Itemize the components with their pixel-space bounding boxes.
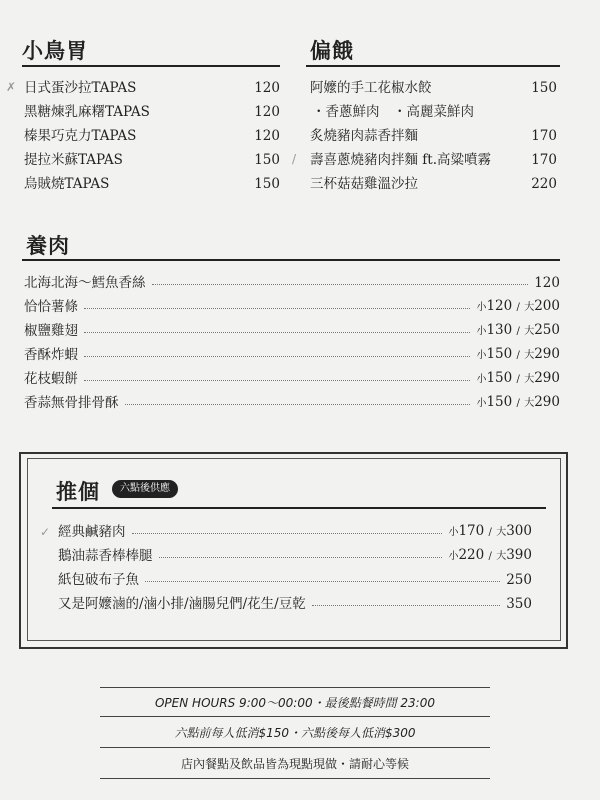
menu-price: 小150 / 大290 <box>476 346 560 362</box>
dot-leader <box>312 605 501 606</box>
menu-price: 120 <box>534 275 560 291</box>
mains-title: 偏餓 <box>310 38 354 63</box>
menu-item: 炙燒豬肉蒜香拌麵 <box>310 128 418 144</box>
menu-price: 小150 / 大290 <box>476 370 560 386</box>
menu-item: 紙包破布子魚 <box>58 572 139 588</box>
dot-leader <box>145 581 500 582</box>
menu-price: 150 <box>531 80 557 96</box>
menu-item: 黑糖煉乳麻糬TAPAS <box>24 104 150 120</box>
menu-item: 烏賊燒TAPAS <box>24 176 110 192</box>
menu-row <box>24 345 560 365</box>
menu-row <box>24 273 560 293</box>
night-title: 推個 <box>56 479 100 504</box>
menu-item: 又是阿嬤滷的/滷小排/滷腸兒們/花生/豆乾 <box>58 596 306 612</box>
menu-row <box>24 369 560 389</box>
menu-row <box>58 594 532 614</box>
night-badge: 六點後供應 <box>112 480 178 498</box>
menu-price: 120 <box>254 80 280 96</box>
menu-item: 北海北海～鱈魚香絲 <box>24 275 146 291</box>
menu-item: 經典鹹豬肉 <box>58 524 126 540</box>
menu-price: 小150 / 大290 <box>476 394 560 410</box>
menu-item: 香蒜無骨排骨酥 <box>24 395 119 411</box>
footer-notice: 店內餐點及飲品皆為現點現做・請耐心等候 <box>180 757 409 771</box>
menu-row <box>24 321 560 341</box>
check-mark: ✗ <box>6 80 17 94</box>
menu-price: 120 <box>254 104 280 120</box>
menu-item-options: ・香蔥鮮肉 ・高麗菜鮮肉 <box>312 104 474 120</box>
menu-price: 220 <box>531 176 557 192</box>
footer-minimum: 六點前每人低消$150・六點後每人低消$300 <box>174 726 416 740</box>
dot-leader <box>84 308 470 309</box>
menu-price: 250 <box>506 572 532 588</box>
menu-item: 提拉米蘇TAPAS <box>24 152 123 168</box>
footer-hours: OPEN HOURS 9:00～00:00・最後點餐時間 23:00 <box>154 696 435 710</box>
menu-item: 日式蛋沙拉TAPAS <box>24 80 137 96</box>
menu-row <box>58 546 532 566</box>
snacks-title: 小鳥胃 <box>22 38 88 63</box>
dot-leader <box>152 284 529 285</box>
menu-item: 鵝油蒜香棒棒腿 <box>58 548 153 564</box>
menu-price: 小170 / 大300 <box>448 523 532 539</box>
menu-row <box>24 393 560 413</box>
dot-leader <box>84 356 470 357</box>
menu-price: 150 <box>254 176 280 192</box>
menu-item: 香酥炸蝦 <box>24 347 78 363</box>
menu-price: 小130 / 大250 <box>476 322 560 338</box>
menu-row <box>58 570 532 590</box>
dot-leader <box>159 557 443 558</box>
menu-item: 花枝蝦餅 <box>24 371 78 387</box>
fried-title: 養肉 <box>26 233 70 258</box>
menu-price: 小120 / 大200 <box>476 298 560 314</box>
footer-divider <box>100 687 490 688</box>
menu-item: 壽喜蔥燒豬肉拌麵 ft.高粱噴霧 <box>310 152 492 168</box>
menu-price: 170 <box>531 152 557 168</box>
night-rule <box>52 507 546 509</box>
dot-leader <box>125 404 471 405</box>
dot-leader <box>132 533 443 534</box>
dot-leader <box>84 332 470 333</box>
menu-price: 170 <box>531 128 557 144</box>
check-mark: ✓ <box>40 525 51 539</box>
menu-item: 阿嬤的手工花椒水餃 <box>310 80 432 96</box>
menu-price: 120 <box>254 128 280 144</box>
menu-price: 150 <box>254 152 280 168</box>
menu-item: 三杯菇菇雞溫沙拉 <box>310 176 418 192</box>
footer-divider <box>100 747 490 748</box>
mains-rule <box>306 65 560 67</box>
menu-item: 恰恰薯條 <box>24 299 78 315</box>
footer-divider <box>100 716 490 717</box>
fried-rule <box>22 259 560 261</box>
dot-leader <box>84 380 470 381</box>
menu-item: 榛果巧克力TAPAS <box>24 128 137 144</box>
menu-price: 350 <box>506 596 532 612</box>
snacks-rule <box>22 65 280 67</box>
menu-row <box>24 297 560 317</box>
menu-price: 小220 / 大390 <box>448 547 532 563</box>
check-mark: / <box>292 152 297 166</box>
footer-divider <box>100 778 490 779</box>
menu-row <box>58 522 532 542</box>
menu-item: 椒鹽雞翅 <box>24 323 78 339</box>
